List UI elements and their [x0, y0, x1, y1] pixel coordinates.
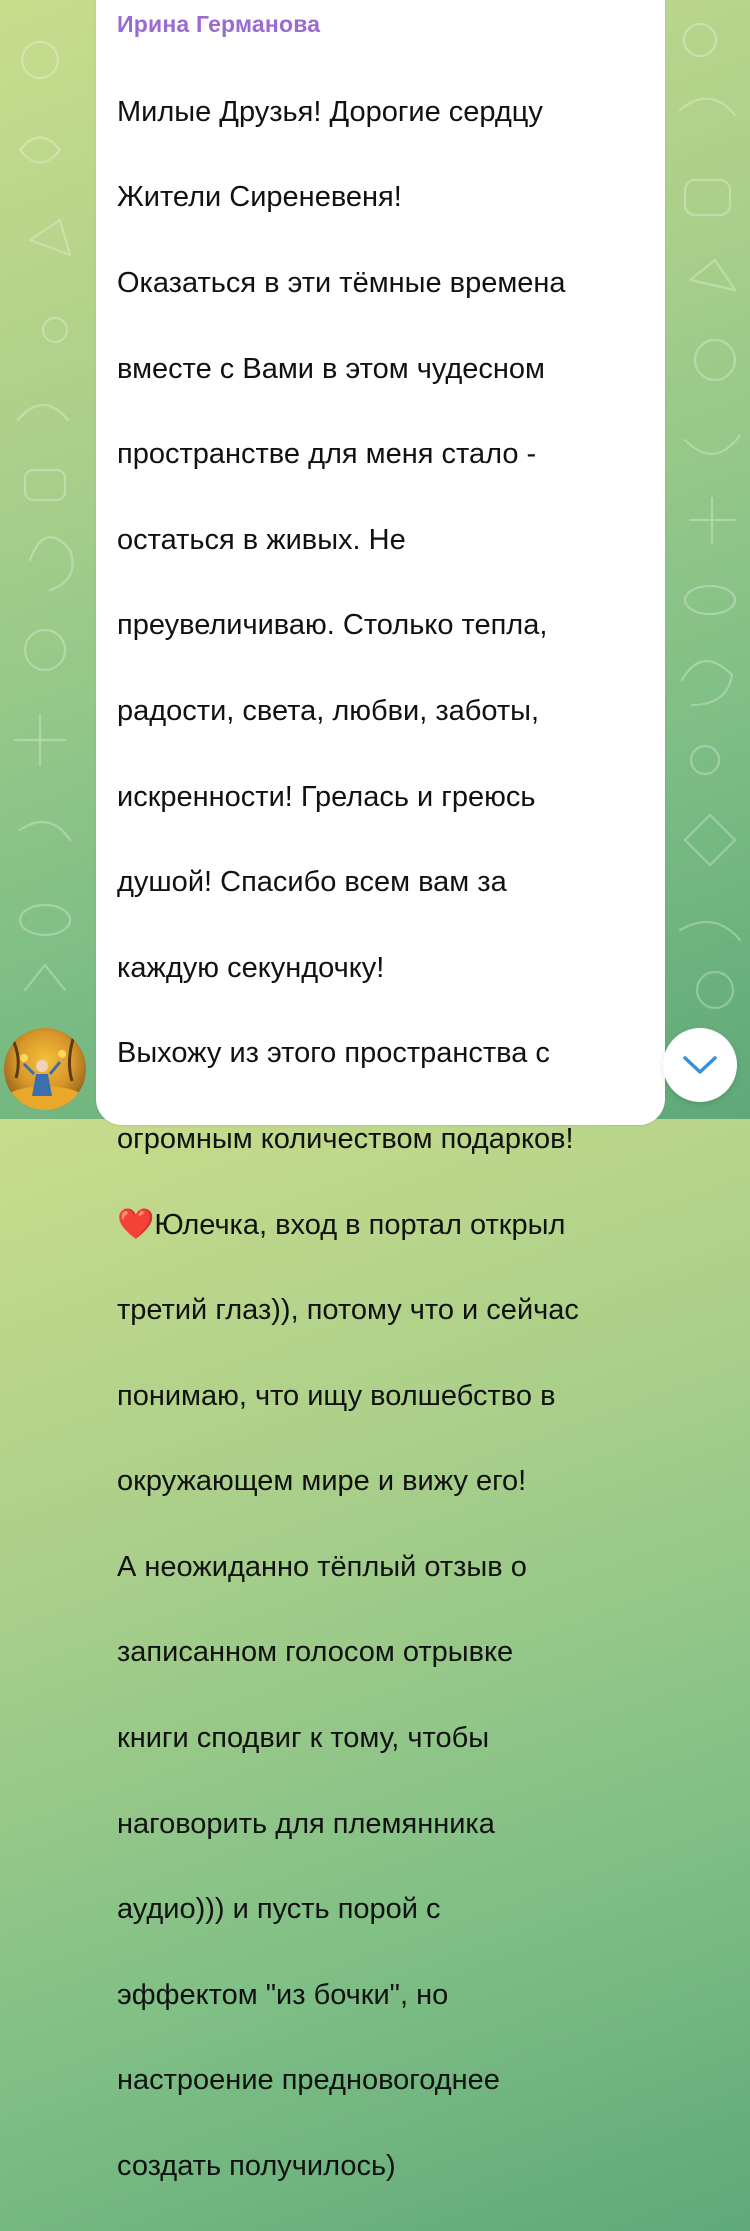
message-line: Милые Друзья! Дорогие сердцу: [117, 95, 543, 128]
message-line: искренности! Грелась и греюсь: [117, 780, 536, 813]
message-line: настроение предновогоднее: [117, 2064, 500, 2097]
message-line: каждую секундочку!: [117, 951, 385, 984]
message-line: пространстве для меня стало -: [117, 438, 537, 471]
message-line: радости, света, любви, заботы,: [117, 694, 540, 727]
message-line: третий глаз)), потому что и сейчас: [117, 1294, 579, 1327]
message-line: преувеличиваю. Столько тепла,: [117, 609, 548, 642]
chevron-down-icon: [681, 1053, 719, 1077]
message-line: душой! Спасибо всем вам за: [117, 866, 507, 899]
message-line: вместе с Вами в этом чудесном: [117, 352, 545, 385]
message-line: окружающем мире и вижу его!: [117, 1465, 527, 1498]
message-line: аудио))) и пусть порой с: [117, 1893, 441, 1926]
scroll-down-button[interactable]: [663, 1028, 737, 1102]
message-line: книги сподвиг к тому, чтобы: [117, 1722, 490, 1755]
message-line: Жители Сиреневеня!: [117, 181, 402, 214]
message-line: А неожиданно тёплый отзыв о: [117, 1550, 527, 1583]
avatar-photo-icon: [4, 1028, 86, 1110]
message-line: остаться в живых. Не: [117, 523, 406, 556]
sender-avatar[interactable]: [4, 1028, 86, 1110]
message-line: Выхожу из этого пространства с: [117, 1037, 550, 1070]
message-line: наговорить для племянника: [117, 1807, 495, 1840]
message-line: понимаю, что ищу волшебство в: [117, 1379, 556, 1412]
message-line: эффектом "из бочки", но: [117, 1978, 449, 2011]
message-line: записанном голосом отрывке: [117, 1636, 514, 1669]
sender-name[interactable]: Ирина Германова: [117, 11, 321, 37]
message-text: [117, 48, 657, 2231]
message-line: создать получилось): [117, 2150, 396, 2183]
message-line: Оказаться в эти тёмные времена: [117, 266, 566, 299]
message-line: [117, 1204, 657, 1247]
message-line-text: Юлечка, вход в портал открыл: [154, 1208, 566, 1241]
message-line: огромным количеством подарков!: [117, 1122, 574, 1155]
heart-emoji-icon: ❤️: [117, 1207, 155, 1241]
